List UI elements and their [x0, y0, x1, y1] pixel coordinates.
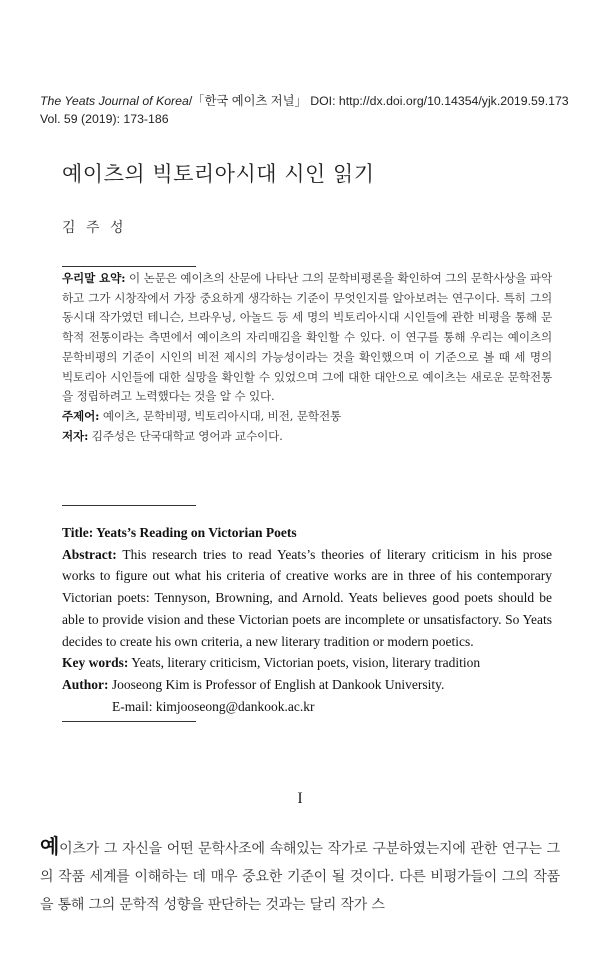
korean-keywords-text: 예이츠, 문학비평, 빅토리아시대, 비전, 문학전통: [99, 408, 342, 423]
english-abstract: [62, 522, 552, 717]
english-keywords-label: Key words:: [62, 655, 129, 671]
body-paragraph-text: 이츠가 그 자신을 어떤 문학사조에 속해있는 작가로 구분하였는지에 관한 연구는 그의 작품 세계를 이해하는 데 매우 중요한 기준이 될 것이다. 다른 비평가들이 그의 작품을 통해 그의 문학적 성향을 판단하는 것과는 달리 작가 스: [40, 841, 560, 913]
korean-summary: [62, 269, 552, 407]
drop-cap: 예: [40, 834, 60, 858]
paper-author: 김 주 성: [62, 220, 127, 236]
english-title-label: Title:: [62, 525, 94, 540]
korean-summary-label: 우리말 요약:: [62, 271, 126, 285]
divider-middle: [62, 505, 196, 506]
journal-header: [40, 92, 580, 128]
english-author: [62, 674, 552, 696]
divider-top: [62, 266, 196, 267]
paper-title: 예이츠의 빅토리아시대 시인 읽기: [62, 162, 375, 186]
korean-author-label: 저자:: [62, 428, 89, 443]
divider-bottom: [62, 721, 196, 722]
journal-doi: /「한국 예이츠 저널」 DOI: http://dx.doi.org/10.14354/yjk.2019.59.173: [188, 94, 569, 108]
english-author-label: Author:: [62, 676, 109, 692]
section-number: I: [297, 790, 303, 807]
english-keywords-text: Yeats, literary criticism, Victorian poets, vision, literary tradition: [128, 655, 481, 671]
journal-name: The Yeats Journal of Korea: [40, 94, 189, 108]
english-author-text: Jooseong Kim is Professor of English at Dankook University.: [108, 676, 445, 692]
english-abstract-body: [62, 544, 552, 653]
english-keywords: [62, 652, 552, 674]
english-title: [62, 522, 552, 544]
english-title-text: Yeats’s Reading on Victorian Poets: [93, 525, 297, 540]
korean-abstract: [62, 269, 552, 446]
english-abstract-text: This research tries to read Yeats’s theories of literary criticism in his prose works to figure out what his criteria of creative works are in three of his contemporary Victorian poets: Tennyson, Browning, and Arnold. Yeats believes good poets should be able to provide vision and these Victorian poets are incomplete or unsatisfactory. So Yeats decides to create his own criteria, a new literary tradition or modern poetics.: [62, 546, 552, 649]
korean-author: [62, 427, 552, 447]
korean-summary-text: 이 논문은 예이츠의 산문에 나타난 그의 문학비평론을 확인하여 그의 문학사상을 파악하고 그가 시창작에서 가장 중요하게 생각하는 기준이 무엇인지를 알아보려는 연구이다. 특히 그의 동시대 작가였던 테니슨, 브라우닝, 아놀드 등 세 명의 빅토리아시대 시인들에 관한 비평을 통해 문학적 전통이라는 측면에서 예이츠의 자리매김을 확인할 수 있다. 이 연구를 통해 우리는 예이츠의 문학비평의 기준이 시인의 비전 제시의 가능성이라는 것을 확인했으며 이 기준으로 볼 때 세 명의 빅토리아 시인들에 대한 실망을 확인할 수 있었으며 그에 대한 대안으로 예이츠는 새로운 문학전통을 정립하려고 노력했다는 것을 알 수 있다.: [62, 271, 552, 404]
author-email: E-mail: kimjooseong@dankook.ac.kr: [112, 698, 315, 714]
body-paragraph: [40, 832, 560, 919]
english-abstract-label: Abstract:: [62, 546, 117, 562]
korean-keywords-label: 주제어:: [62, 408, 100, 423]
journal-citation-line: [40, 92, 580, 110]
korean-author-text: 김주성은 단국대학교 영어과 교수이다.: [88, 428, 283, 443]
korean-keywords: [62, 407, 552, 427]
journal-volume: Vol. 59 (2019): 173-186: [40, 112, 169, 126]
